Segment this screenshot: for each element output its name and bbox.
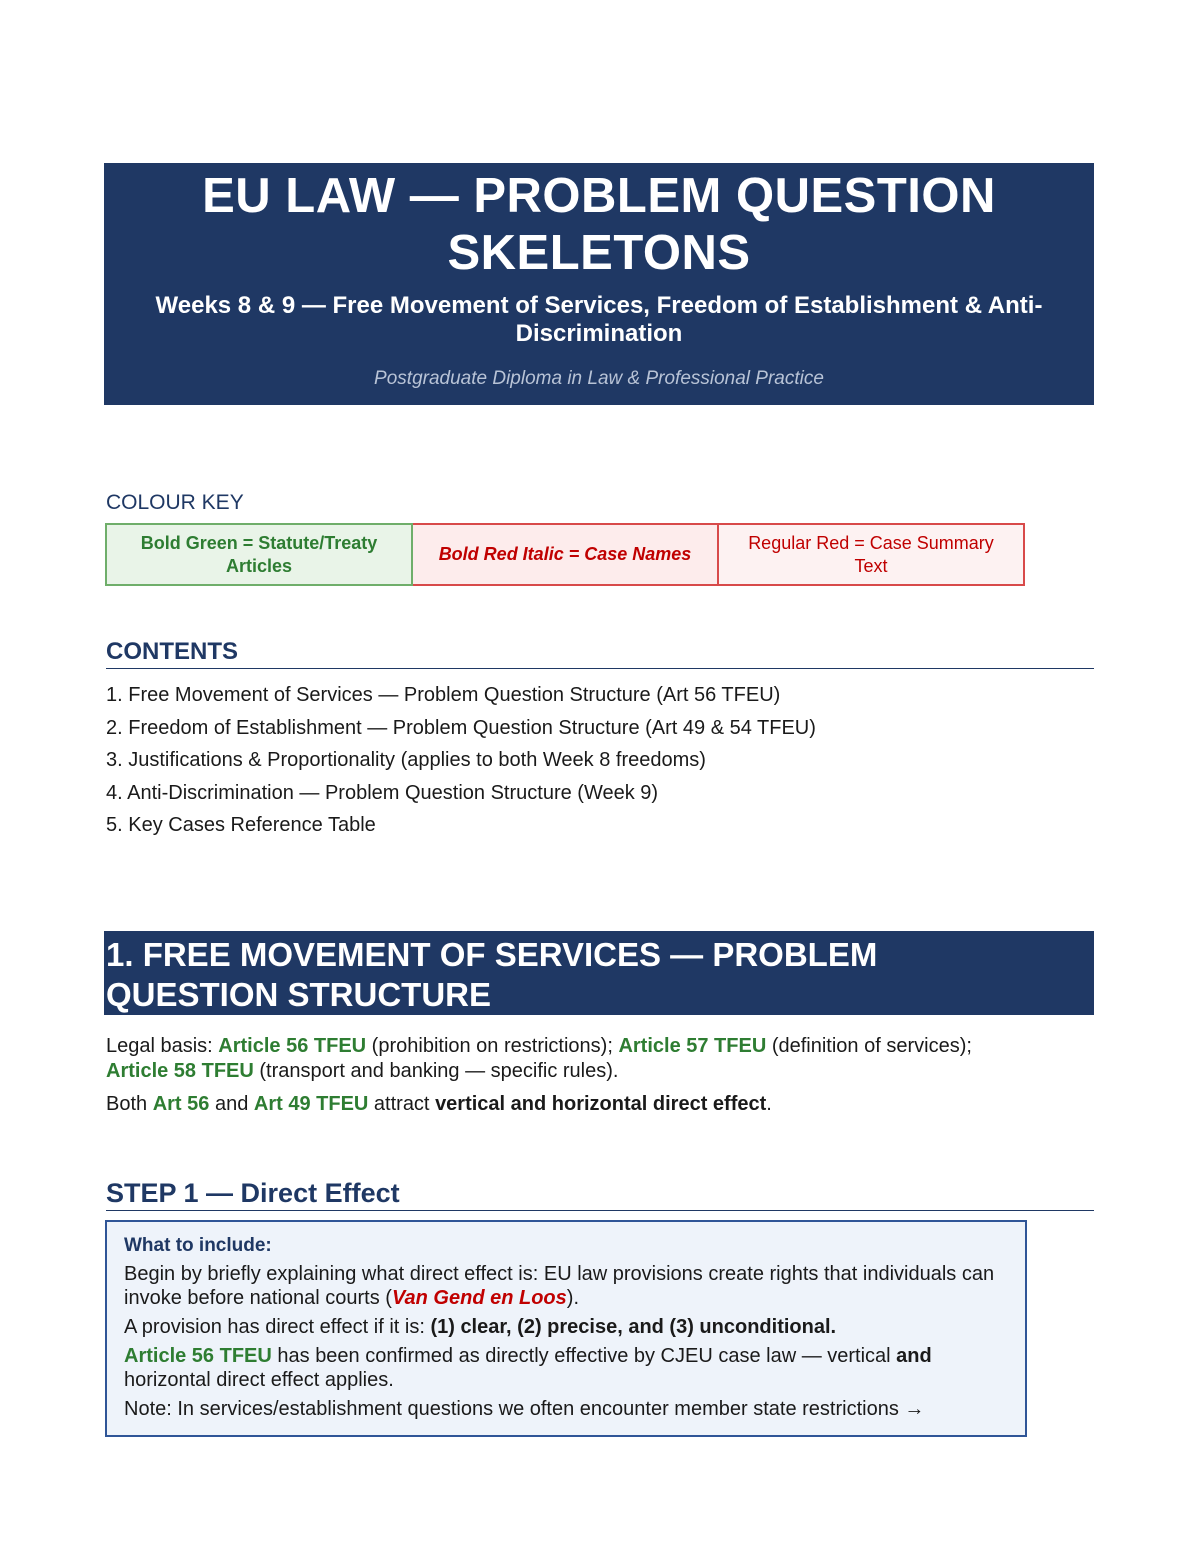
key-case-summary: Regular Red = Case Summary Text xyxy=(719,523,1025,586)
colour-key-heading: COLOUR KEY xyxy=(106,491,244,514)
case-name: Van Gend en Loos xyxy=(391,1287,567,1309)
contents-item: 2. Freedom of Establishment — Problem Question Structure (Art 49 & 54 TFEU) xyxy=(106,716,816,739)
title-banner xyxy=(104,163,1094,405)
contents-heading: CONTENTS xyxy=(106,638,1094,669)
box-label: What to include: xyxy=(124,1235,272,1256)
box-paragraph: Note: In services/establishment questions we often encounter member state restrictions → xyxy=(124,1398,925,1420)
box-paragraph: Article 56 TFEU has been confirmed as directly effective by CJEU case law — vertical and horizontal direct effect applies. xyxy=(124,1345,932,1391)
article-58-ref: Article 58 TFEU xyxy=(106,1060,254,1082)
contents-item: 1. Free Movement of Services — Problem Question Structure (Art 56 TFEU) xyxy=(106,684,781,706)
program-name: Postgraduate Diploma in Law & Professional Practice xyxy=(374,368,824,389)
document-subtitle: Weeks 8 & 9 — Free Movement of Services, Freedom of Establishment & Anti-Discrimination xyxy=(155,292,1043,347)
direct-effect-paragraph: Both Art 56 and Art 49 TFEU attract vertical and horizontal direct effect. xyxy=(106,1093,772,1115)
section-1-heading: 1. FREE MOVEMENT OF SERVICES — PROBLEM QUESTION STRUCTURE xyxy=(104,931,1094,1015)
key-case-names: Bold Red Italic = Case Names xyxy=(413,523,719,586)
contents-item: 3. Justifications & Proportionality (applies to both Week 8 freedoms) xyxy=(106,749,706,771)
document-title: EU LAW — PROBLEM QUESTION SKELETONS xyxy=(202,169,996,280)
what-to-include-box xyxy=(105,1220,1027,1437)
article-57-ref: Article 57 TFEU xyxy=(618,1035,767,1057)
step-1-heading: STEP 1 — Direct Effect xyxy=(106,1178,1094,1211)
box-paragraph: A provision has direct effect if it is: (1) clear, (2) precise, and (3) unconditional. xyxy=(124,1316,837,1338)
contents-item: 4. Anti-Discrimination — Problem Question Structure (Week 9) xyxy=(106,781,659,804)
box-paragraph: Begin by briefly explaining what direct effect is: EU law provisions create rights that individuals can invoke before national courts (Van Gend en Loos). xyxy=(124,1263,995,1309)
article-56-ref: Article 56 TFEU xyxy=(218,1035,367,1057)
key-statute-articles: Bold Green = Statute/Treaty Articles xyxy=(105,523,413,586)
legal-basis-paragraph: Legal basis: Article 56 TFEU (prohibition on restrictions); Article 57 TFEU (definition of services); Article 58 TFEU (transport and banking — specific rules). xyxy=(106,1035,972,1082)
colour-key-table xyxy=(105,523,1025,586)
contents-item: 5. Key Cases Reference Table xyxy=(106,814,376,836)
contents-list xyxy=(106,679,816,842)
